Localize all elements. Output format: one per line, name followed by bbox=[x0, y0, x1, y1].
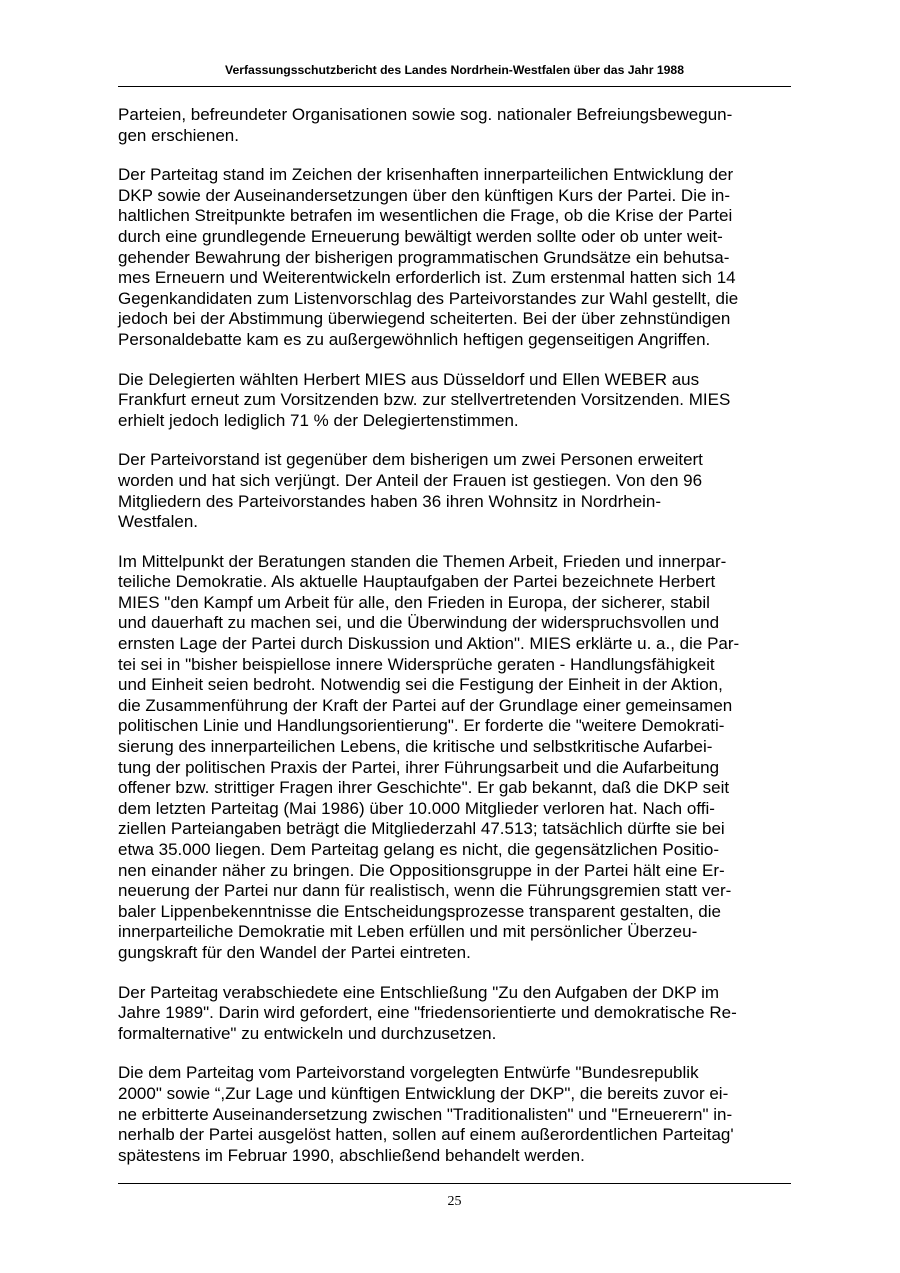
paragraph-line: Frankfurt erneut zum Vorsitzenden bzw. zur stellvertretenden Vorsitzenden. MIES bbox=[118, 390, 731, 410]
paragraph-line: offener bzw. strittiger Fragen ihrer Geschichte". Er gab bekannt, daß die DKP seit bbox=[118, 778, 730, 798]
paragraph-line: tei sei in "bisher beispiellose innere Widersprüche geraten - Handlungsfähigkeit bbox=[118, 654, 715, 674]
paragraph-line: nen einander näher zu bringen. Die Oppositionsgruppe in der Partei hält eine Er- bbox=[118, 860, 725, 880]
paragraph-line: nerhalb der Partei ausgelöst hatten, sollen auf einem außerordentlichen Parteitag' bbox=[118, 1125, 734, 1145]
page-number: 25 bbox=[447, 1194, 462, 1209]
paragraph-line: ernsten Lage der Partei durch Diskussion und Aktion". MIES erklärte u. a., die Par- bbox=[118, 634, 740, 654]
paragraph-line: ziellen Parteiangaben beträgt die Mitgliederzahl 47.513; tatsächlich dürfte sie bei bbox=[118, 819, 725, 839]
paragraph-line: formalternative" zu entwickeln und durchzusetzen. bbox=[118, 1023, 497, 1043]
paragraph-line: Der Parteivorstand ist gegenüber dem bisherigen um zwei Personen erweitert bbox=[118, 450, 703, 470]
header-rule bbox=[118, 86, 791, 87]
body-paragraph bbox=[118, 105, 790, 146]
document-body bbox=[118, 105, 790, 1185]
paragraph-line: und Einheit seien bedroht. Notwendig sei die Festigung der Einheit in der Aktion, bbox=[118, 675, 723, 695]
paragraph-line: durch eine grundlegende Erneuerung bewältigt werden sollte oder ob unter weit- bbox=[118, 226, 723, 246]
paragraph-line: mes Erneuern und Weiterentwickeln erforderlich ist. Zum erstenmal hatten sich 14 bbox=[118, 268, 736, 288]
paragraph-line: worden und hat sich verjüngt. Der Anteil der Frauen ist gestiegen. Von den 96 bbox=[118, 470, 703, 490]
paragraph-line: spätestens im Februar 1990, abschließend behandelt werden. bbox=[118, 1145, 585, 1165]
running-header: Verfassungsschutzbericht des Landes Nordrhein-Westfalen über das Jahr 1988 bbox=[225, 63, 684, 77]
body-paragraph bbox=[118, 450, 790, 532]
paragraph-line: Die Delegierten wählten Herbert MIES aus Düsseldorf und Ellen WEBER aus bbox=[118, 369, 700, 389]
paragraph-line: die Zusammenführung der Kraft der Partei auf der Grundlage einer gemeinsamen bbox=[118, 695, 733, 715]
paragraph-line: baler Lippenbekenntnisse die Entscheidungsprozesse transparent gestalten, die bbox=[118, 901, 721, 921]
paragraph-line: gen erschienen. bbox=[118, 125, 239, 145]
paragraph-line: teiliche Demokratie. Als aktuelle Hauptaufgaben der Partei bezeichnete Herbert bbox=[118, 572, 716, 592]
paragraph-line: sierung des innerparteilichen Lebens, die kritische und selbstkritische Aufarbei- bbox=[118, 737, 713, 757]
paragraph-line: Im Mittelpunkt der Beratungen standen die Themen Arbeit, Frieden und innerpar- bbox=[118, 551, 727, 571]
paragraph-line: ne erbitterte Auseinandersetzung zwischen "Traditionalisten" und "Erneuerern" in- bbox=[118, 1104, 733, 1124]
paragraph-line: gungskraft für den Wandel der Partei eintreten. bbox=[118, 942, 471, 962]
paragraph-line: innerparteiliche Demokratie mit Leben erfüllen und mit persönlicher Überzeu- bbox=[118, 922, 698, 942]
paragraph-line: Parteien, befreundeter Organisationen sowie sog. nationaler Befreiungsbewegun- bbox=[118, 105, 733, 124]
paragraph-line: neuerung der Partei nur dann für realistisch, wenn die Führungsgremien statt ver- bbox=[118, 881, 732, 901]
paragraph-line: jedoch bei der Abstimmung überwiegend scheiterten. Bei der über zehnstündigen bbox=[118, 309, 731, 329]
body-paragraph bbox=[118, 370, 790, 432]
paragraph-line: gehender Bewahrung der bisherigen programmatischen Grundsätze ein behutsa- bbox=[118, 247, 730, 267]
paragraph-line: 2000" sowie “,Zur Lage und künftigen Entwicklung der DKP", die bereits zuvor ei- bbox=[118, 1083, 729, 1103]
paragraph-line: Der Parteitag verabschiedete eine Entschließung "Zu den Aufgaben der DKP im bbox=[118, 982, 720, 1002]
paragraph-line: erhielt jedoch lediglich 71 % der Delegiertenstimmen. bbox=[118, 410, 519, 430]
body-paragraph bbox=[118, 983, 790, 1045]
paragraph-line: Mitgliedern des Parteivorstandes haben 36 ihren Wohnsitz in Nordrhein- bbox=[118, 491, 662, 511]
paragraph-line: etwa 35.000 liegen. Dem Parteitag gelang es nicht, die gegensätzlichen Positio- bbox=[118, 840, 720, 859]
body-paragraph bbox=[118, 1063, 790, 1166]
footer-rule bbox=[118, 1183, 791, 1184]
paragraph-line: Gegenkandidaten zum Listenvorschlag des Parteivorstandes zur Wahl gestellt, die bbox=[118, 288, 739, 308]
paragraph-line: dem letzten Parteitag (Mai 1986) über 10.000 Mitglieder verloren hat. Nach offi- bbox=[118, 798, 715, 818]
paragraph-line: Personaldebatte kam es zu außergewöhnlich heftigen gegenseitigen Angriffen. bbox=[118, 329, 711, 349]
paragraph-line: tung der politischen Praxis der Partei, ihrer Führungsarbeit und die Aufarbeitung bbox=[118, 757, 720, 777]
paragraph-line: und dauerhaft zu machen sei, und die Überwindung der widerspruchsvollen und bbox=[118, 613, 720, 633]
paragraph-line: Die dem Parteitag vom Parteivorstand vorgelegten Entwürfe "Bundesrepublik bbox=[118, 1063, 699, 1083]
paragraph-line: Westfalen. bbox=[118, 512, 199, 532]
paragraph-line: politischen Linie und Handlungsorientierung". Er forderte die "weitere Demokrati- bbox=[118, 716, 725, 736]
body-paragraph bbox=[118, 165, 790, 350]
paragraph-line: Jahre 1989". Darin wird gefordert, eine "friedensorientierte und demokratische Re- bbox=[118, 1003, 737, 1023]
paragraph-line: haltlichen Streitpunkte betrafen im wesentlichen die Frage, ob die Krise der Partei bbox=[118, 206, 733, 226]
paragraph-line: MIES "den Kampf um Arbeit für alle, den Frieden in Europa, der sicherer, stabil bbox=[118, 592, 710, 612]
paragraph-line: Der Parteitag stand im Zeichen der krisenhaften innerparteilichen Entwicklung der bbox=[118, 165, 734, 185]
paragraph-line: DKP sowie der Auseinandersetzungen über den künftigen Kurs der Partei. Die in- bbox=[118, 185, 731, 205]
body-paragraph bbox=[118, 552, 790, 964]
